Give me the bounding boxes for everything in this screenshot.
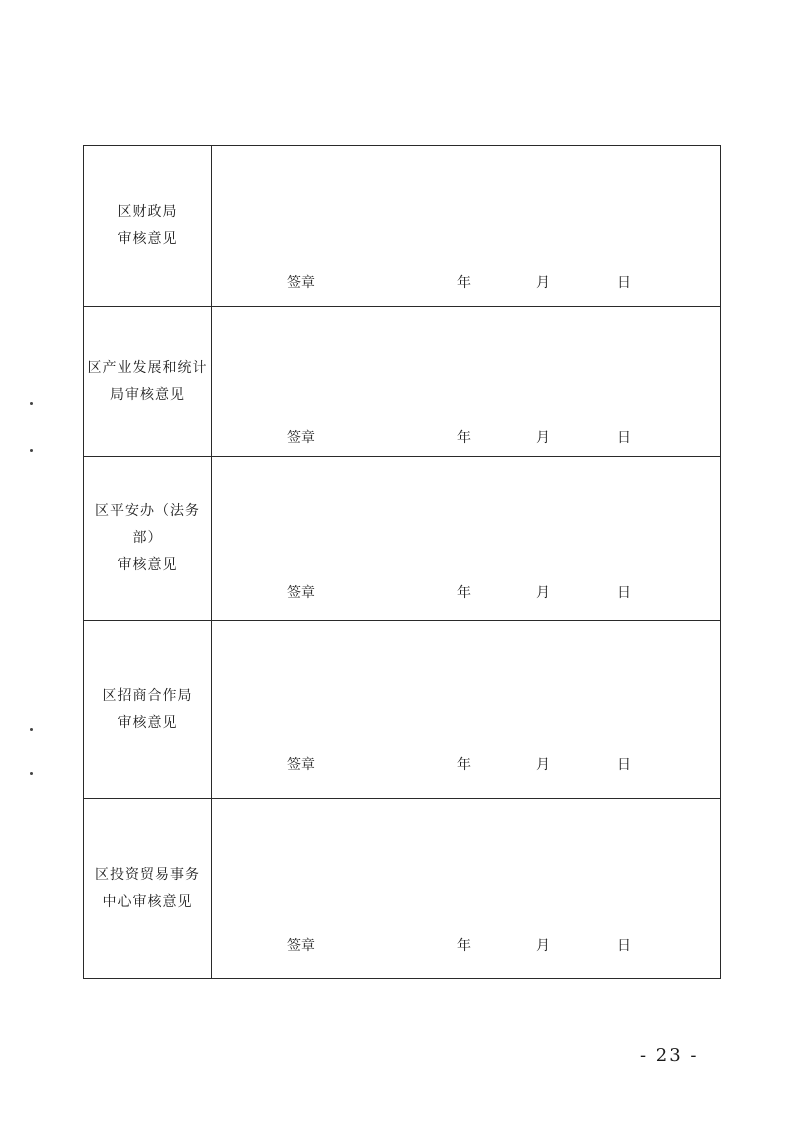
- row-label-safety-legal: [84, 457, 212, 621]
- year-label: 年: [457, 430, 471, 446]
- row-label-line: 区财政局: [117, 204, 178, 220]
- row-label-line: 区平安办（法务部）: [95, 503, 200, 546]
- year-label: 年: [457, 938, 471, 954]
- year-label: 年: [457, 585, 471, 601]
- month-label: 月: [536, 757, 550, 773]
- day-label: 日: [617, 938, 631, 954]
- opinion-cell-investment-promotion[interactable]: [212, 621, 721, 799]
- month-label: 月: [536, 430, 550, 446]
- scan-speck: [30, 449, 33, 452]
- scan-speck: [30, 728, 33, 731]
- month-label: 月: [536, 938, 550, 954]
- row-label-line: 审核意见: [117, 557, 178, 573]
- row-label-industry-statistics: [84, 307, 212, 457]
- row-label-line: 审核意见: [117, 714, 178, 731]
- month-label: 月: [536, 585, 550, 601]
- row-label-line: 审核意见: [117, 231, 178, 247]
- approval-form-table: [83, 145, 721, 979]
- opinion-cell-safety-legal[interactable]: [212, 457, 721, 621]
- row-label-line: 区产业发展和统计: [87, 359, 208, 376]
- seal-label: 签章: [287, 430, 315, 446]
- row-label-finance: [84, 146, 212, 307]
- seal-label: 签章: [287, 757, 315, 773]
- seal-label: 签章: [287, 585, 315, 601]
- seal-label: 签章: [287, 938, 315, 954]
- row-label-investment-trade-center: [84, 799, 212, 979]
- signature-line: [212, 754, 720, 774]
- day-label: 日: [617, 757, 631, 773]
- signature-line: [212, 935, 720, 955]
- approval-row-investment-trade-center: [84, 799, 721, 979]
- year-label: 年: [457, 275, 471, 291]
- day-label: 日: [617, 585, 631, 601]
- row-label-line: 区招商合作局: [102, 687, 193, 704]
- approval-row-industry-statistics: [84, 307, 721, 457]
- approval-row-finance: [84, 146, 721, 307]
- approval-row-investment-promotion: [84, 621, 721, 799]
- opinion-cell-investment-trade-center[interactable]: [212, 799, 721, 979]
- row-label-line: 局审核意见: [110, 386, 185, 403]
- page-number: - 23 -: [640, 1045, 699, 1066]
- scan-speck: [30, 772, 33, 775]
- year-label: 年: [457, 757, 471, 773]
- row-label-investment-promotion: [84, 621, 212, 799]
- scan-speck: [30, 402, 33, 405]
- opinion-cell-finance[interactable]: [212, 146, 721, 307]
- signature-line: [212, 582, 720, 602]
- row-label-line: 中心审核意见: [102, 893, 193, 910]
- signature-line: [212, 427, 720, 447]
- approval-row-safety-legal: [84, 457, 721, 621]
- signature-line: [212, 272, 720, 292]
- day-label: 日: [617, 275, 631, 291]
- day-label: 日: [617, 430, 631, 446]
- month-label: 月: [536, 275, 550, 291]
- row-label-line: 区投资贸易事务: [95, 866, 200, 883]
- seal-label: 签章: [287, 275, 315, 291]
- opinion-cell-industry-statistics[interactable]: [212, 307, 721, 457]
